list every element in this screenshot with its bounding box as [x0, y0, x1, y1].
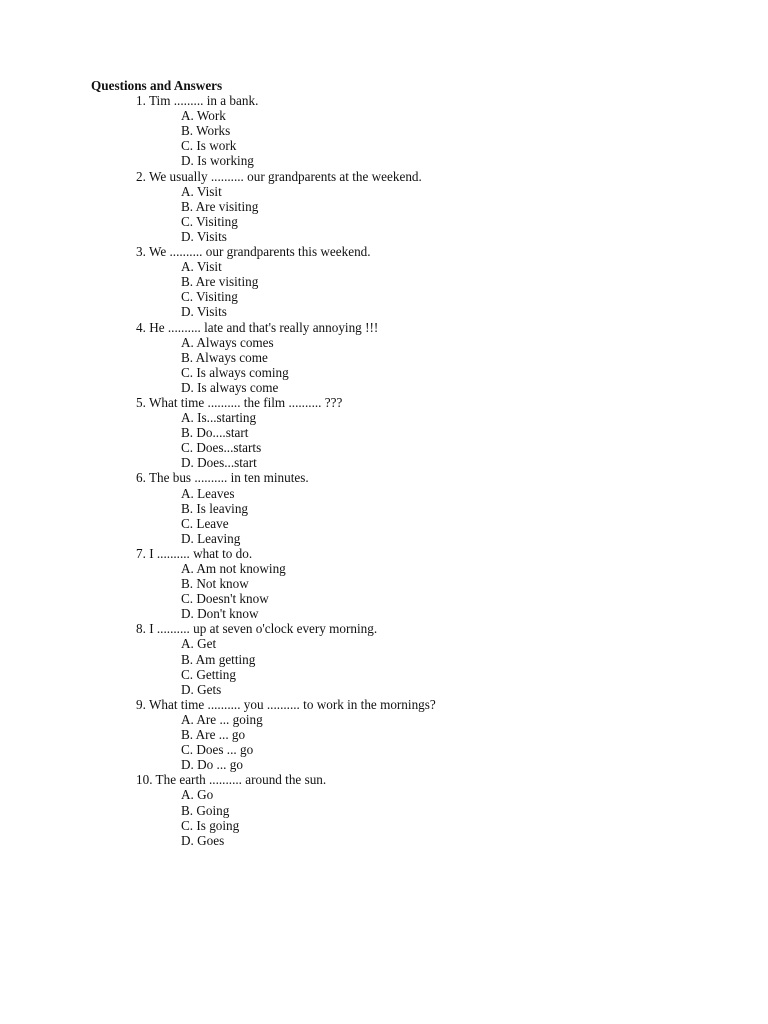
option-list — [91, 712, 436, 772]
option-c: C. Leave — [181, 515, 229, 531]
question-text: 3. We .......... our grandparents this weekend. — [136, 244, 371, 260]
option-d: D. Leaving — [181, 530, 241, 546]
question-text: 4. He .......... late and that's really annoying !!! — [136, 319, 379, 335]
option-a: A. Is...starting — [181, 410, 257, 426]
question-text: 7. I .......... what to do. — [136, 545, 253, 561]
document-title: Questions and Answers — [91, 78, 223, 93]
option-d: D. Is working — [181, 153, 254, 169]
option-b: B. Are visiting — [181, 274, 259, 290]
option-list — [91, 561, 436, 621]
option-a: A. Visit — [181, 183, 222, 199]
option-a: A. Work — [181, 108, 226, 124]
option-a: A. Am not knowing — [181, 561, 286, 576]
option-a: A. Always comes — [181, 334, 274, 350]
option-c: C. Does...starts — [181, 440, 262, 456]
document-content — [91, 78, 436, 848]
question-text: 6. The bus .......... in ten minutes. — [136, 470, 309, 486]
question-9 — [91, 697, 436, 772]
option-c: C. Does ... go — [181, 742, 254, 758]
option-d: D. Goes — [181, 832, 225, 848]
option-list — [91, 486, 436, 546]
option-b: B. Going — [181, 802, 230, 818]
option-b: B. Works — [181, 123, 231, 139]
question-5 — [91, 395, 436, 470]
option-list — [91, 410, 436, 470]
option-list — [91, 259, 436, 319]
option-a: A. Are ... going — [181, 711, 263, 727]
option-d: D. Gets — [181, 681, 222, 697]
option-b: B. Am getting — [181, 651, 256, 667]
option-list — [91, 108, 436, 168]
option-d: D. Visits — [181, 304, 227, 320]
option-c: C. Is always coming — [181, 364, 289, 380]
question-text: 2. We usually .......... our grandparents at the weekend. — [136, 168, 422, 184]
question-text: 5. What time .......... the film .......... ??? — [136, 394, 343, 410]
option-c: C. Is going — [181, 817, 240, 833]
option-b: B. Not know — [181, 576, 249, 592]
question-2 — [91, 169, 436, 244]
question-text: 10. The earth .......... around the sun. — [136, 772, 327, 788]
option-d: D. Does...start — [181, 455, 257, 471]
question-1 — [91, 93, 436, 168]
option-list — [91, 787, 436, 847]
option-c: C. Getting — [181, 666, 236, 682]
question-8 — [91, 621, 436, 696]
option-a: A. Go — [181, 787, 214, 803]
option-a: A. Visit — [181, 259, 222, 275]
option-d: D. Is always come — [181, 379, 279, 395]
option-list — [91, 184, 436, 244]
option-list — [91, 636, 436, 696]
question-text: 8. I .......... up at seven o'clock every morning. — [136, 621, 378, 637]
question-6 — [91, 470, 436, 545]
question-7 — [91, 546, 436, 621]
option-c: C. Visiting — [181, 289, 238, 305]
option-c: C. Doesn't know — [181, 591, 269, 607]
option-d: D. Don't know — [181, 606, 259, 622]
option-b: B. Are visiting — [181, 198, 259, 214]
option-b: B. Do....start — [181, 425, 249, 441]
option-d: D. Do ... go — [181, 757, 243, 773]
question-4 — [91, 320, 436, 395]
option-list — [91, 335, 436, 395]
option-c: C. Visiting — [181, 213, 238, 229]
option-c: C. Is work — [181, 138, 237, 154]
option-b: B. Always come — [181, 349, 268, 365]
option-d: D. Visits — [181, 228, 227, 244]
option-b: B. Is leaving — [181, 500, 249, 516]
question-text: 9. What time .......... you .......... to work in the mornings? — [136, 696, 436, 712]
question-10 — [91, 772, 436, 847]
option-a: A. Get — [181, 636, 217, 652]
question-3 — [91, 244, 436, 319]
option-a: A. Leaves — [181, 485, 235, 501]
option-b: B. Are ... go — [181, 727, 246, 743]
question-text: 1. Tim ......... in a bank. — [136, 93, 259, 109]
